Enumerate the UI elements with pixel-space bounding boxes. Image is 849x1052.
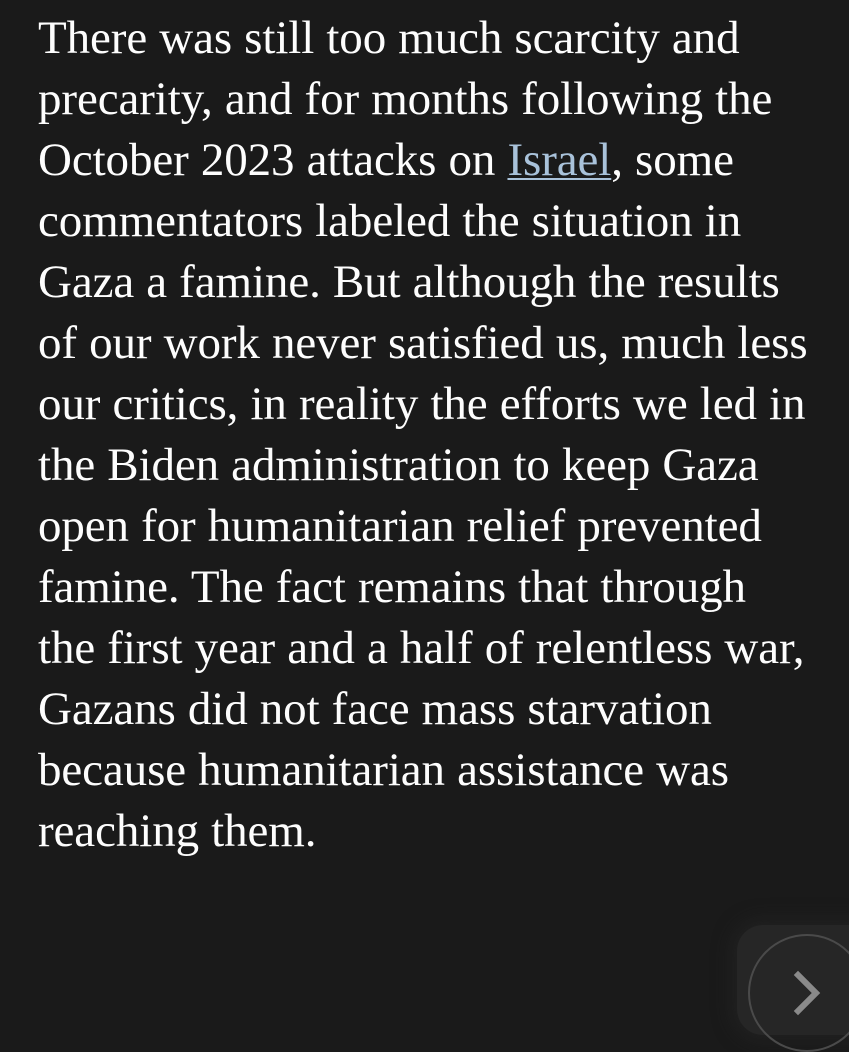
article-paragraph [38, 8, 813, 862]
israel-link[interactable]: Israel [507, 134, 612, 186]
paragraph-text-after-link: , some commentators labeled the situation in Gaza a famine. But although the results of our work never satisfied us, much less our critics, in reality the efforts we led in the Biden administration to keep Gaza open for humanitarian relief prevented famine. The fact remains that through the first year and a half of relentless war, Gazans did not face mass starvation because humanitarian assistance was reaching them. [38, 134, 808, 857]
paragraph-text-before-link: There was still too much scarcity and precarity, and for months following the October 2023 attacks on [38, 12, 773, 186]
article-body [38, 8, 813, 862]
chevron-right-icon [779, 965, 835, 1021]
